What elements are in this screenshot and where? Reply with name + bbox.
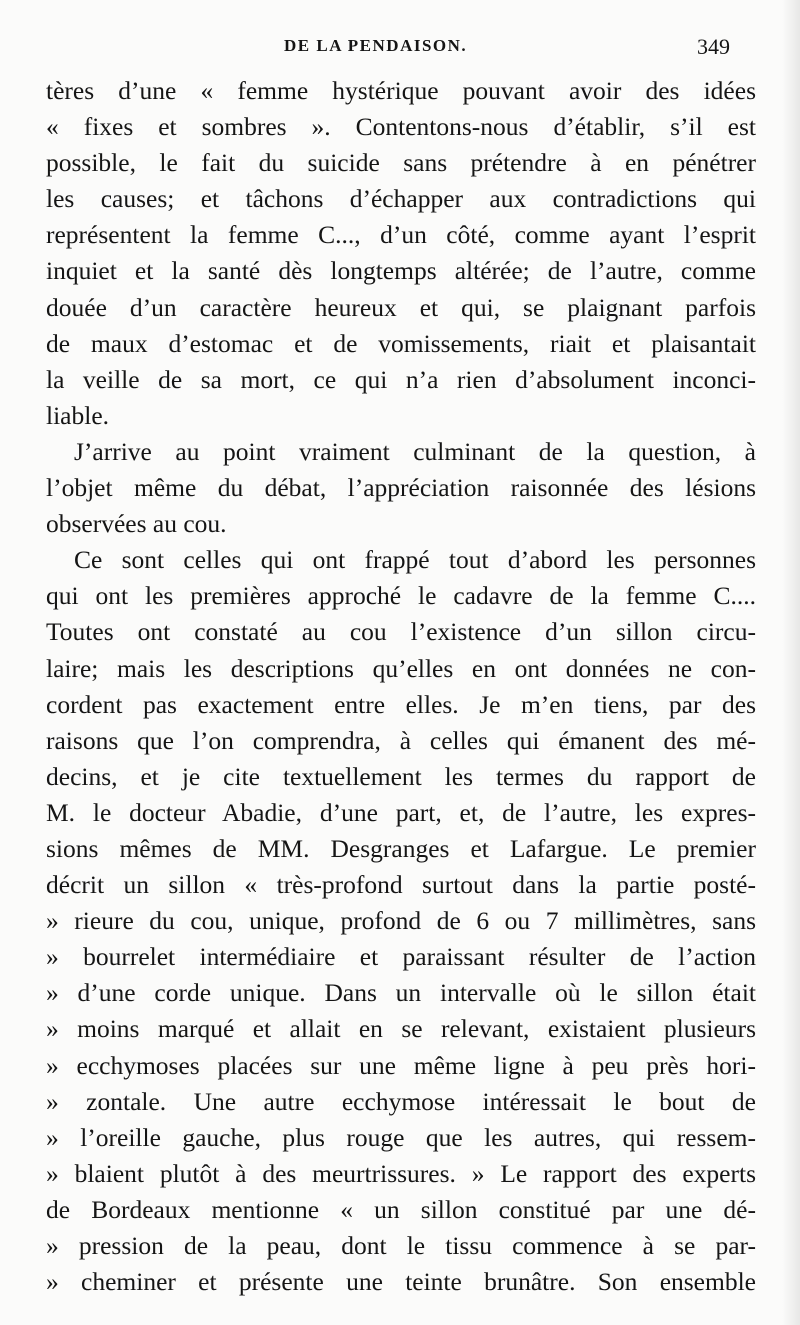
text-line: possible, le fait du suicide sans prétendre à en pénétrer: [46, 148, 756, 178]
text-line: M. le docteur Abadie, d’une part, et, de l’autre, les expres-: [46, 797, 756, 827]
text-line: » moins marqué et allait en se relevant, existaient plusieurs: [46, 1014, 756, 1044]
text-line: liable.: [46, 400, 110, 430]
text-line: Ce sont celles qui ont frappé tout d’abord les personnes: [74, 545, 756, 575]
text-line: observées au cou.: [46, 509, 227, 539]
text-line: » bourrelet intermédiaire et paraissant résulter de l’action: [46, 942, 756, 972]
running-title: DE LA PENDAISON.: [284, 36, 468, 55]
text-line: « fixes et sombres ». Contentons-nous d’établir, s’il est: [46, 112, 756, 142]
text-line: représentent la femme C..., d’un côté, comme ayant l’esprit: [46, 220, 756, 250]
body-text: [46, 73, 756, 1300]
page-number: 349: [697, 34, 730, 59]
text-line: » d’une corde unique. Dans un intervalle où le sillon était: [46, 978, 756, 1008]
text-line: laire; mais les descriptions qu’elles en ont données ne con-: [46, 653, 756, 683]
text-line: raisons que l’on comprendra, à celles qui émanent des mé-: [46, 725, 756, 755]
text-line: cordent pas exactement entre elles. Je m’en tiens, par des: [46, 689, 756, 719]
text-line: tères d’une « femme hystérique pouvant avoir des idées: [46, 76, 756, 105]
text-line: Toutes ont constaté au cou l’existence d’un sillon circu-: [46, 617, 756, 647]
running-head: [0, 36, 800, 64]
text-line: de maux d’estomac et de vomissements, riait et plaisantait: [46, 328, 756, 358]
text-line: de Bordeaux mentionne « un sillon constitué par une dé-: [46, 1194, 756, 1224]
text-line: decins, et je cite textuellement les termes du rapport de: [46, 761, 756, 791]
text-line: douée d’un caractère heureux et qui, se plaignant parfois: [46, 292, 756, 322]
text-line: l’objet même du débat, l’appréciation raisonnée des lésions: [46, 473, 756, 503]
text-line: » rieure du cou, unique, profond de 6 ou 7 millimètres, sans: [46, 906, 756, 936]
text-line: la veille de sa mort, ce qui n’a rien d’absolument inconci-: [46, 364, 756, 394]
text-line: sions mêmes de MM. Desgranges et Lafargue. Le premier: [46, 833, 756, 863]
text-line: J’arrive au point vraiment culminant de la question, à: [74, 436, 756, 466]
text-line: » zontale. Une autre ecchymose intéressait le bout de: [46, 1086, 756, 1116]
text-line: » ecchymoses placées sur une même ligne à peu près hori-: [46, 1050, 756, 1080]
text-line: » blaient plutôt à des meurtrissures. » Le rapport des experts: [46, 1158, 756, 1188]
text-line: les causes; et tâchons d’échapper aux contradictions qui: [46, 184, 756, 214]
text-line: décrit un sillon « très-profond surtout dans la partie posté-: [46, 870, 756, 900]
text-line: » cheminer et présente une teinte brunâtre. Son ensemble: [46, 1267, 756, 1297]
text-line: qui ont les premières approché le cadavre de la femme C....: [46, 581, 756, 611]
text-line: » l’oreille gauche, plus rouge que les autres, qui ressem-: [46, 1122, 756, 1152]
page-edge-shadow: [782, 0, 800, 1325]
text-line: » pression de la peau, dont le tissu commence à se par-: [46, 1231, 756, 1260]
text-line: inquiet et la santé dès longtemps altérée; de l’autre, comme: [46, 256, 756, 286]
